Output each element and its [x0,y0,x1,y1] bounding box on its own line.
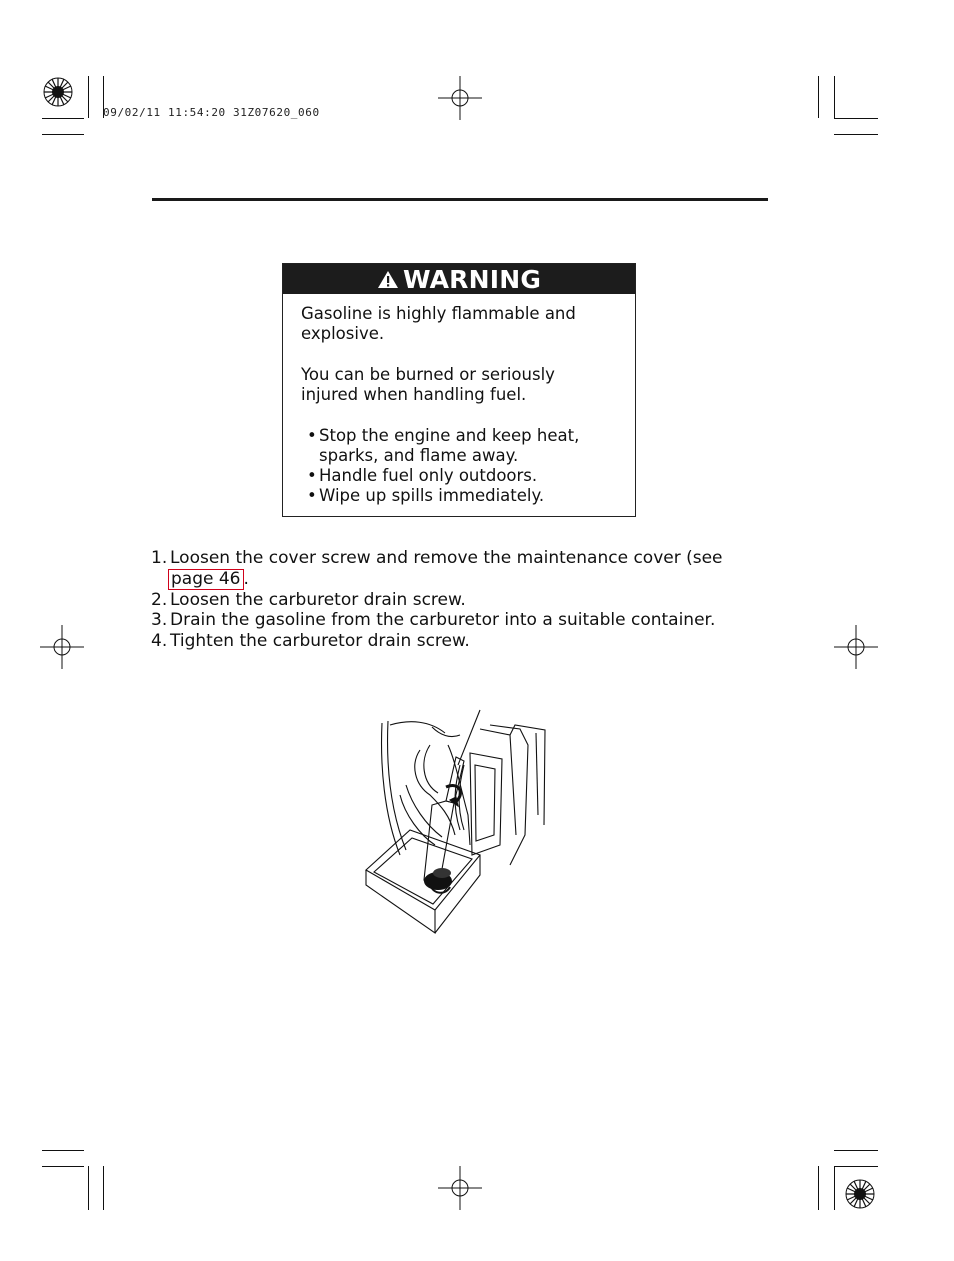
step-item [151,548,771,590]
carburetor-drain-illustration [360,705,560,940]
header-rule [152,198,768,201]
step-text: Tighten the carburetor drain screw. [170,630,470,651]
warning-paragraph: Gasoline is highly flammable and explosive. [301,304,576,343]
warning-body [283,294,635,506]
print-info: 09/02/11 11:54:20 31Z07620_060 [103,106,320,119]
step-number: 1. [151,548,168,568]
warning-paragraph: You can be burned or seriously injured when handling fuel. [301,365,555,404]
warning-bullet: • Wipe up spills immediately. [307,486,617,506]
warning-header [283,264,635,294]
step-text: Loosen the carburetor drain screw. [170,589,466,610]
warning-bullet: • Stop the engine and keep heat, sparks, and flame away. [307,426,617,466]
warning-title: WARNING [402,264,542,294]
step-number: 3. [151,610,168,630]
procedure-steps [151,548,771,651]
warning-triangle-icon [377,270,399,289]
registration-target-icon [42,76,74,108]
step-item [151,631,771,652]
warning-bullet: • Handle fuel only outdoors. [307,466,617,486]
crosshair-icon [438,1166,482,1210]
step-number: 4. [151,630,168,651]
page-46-link[interactable]: page 46 [168,569,244,590]
step-text-part: . [243,568,249,589]
step-text: Drain the gasoline from the carburetor into a suitable container. [170,610,716,630]
step-item [151,590,771,611]
warning-bullet-list [301,426,617,506]
step-number: 2. [151,589,168,610]
step-text [170,548,771,590]
step-item [151,610,771,631]
crosshair-icon [438,76,482,120]
warning-box [282,263,636,517]
crosshair-icon [834,625,878,669]
registration-target-icon [844,1178,876,1210]
crosshair-icon [40,625,84,669]
step-text-part: Loosen the cover screw and remove the maintenance cover (see [170,548,723,568]
